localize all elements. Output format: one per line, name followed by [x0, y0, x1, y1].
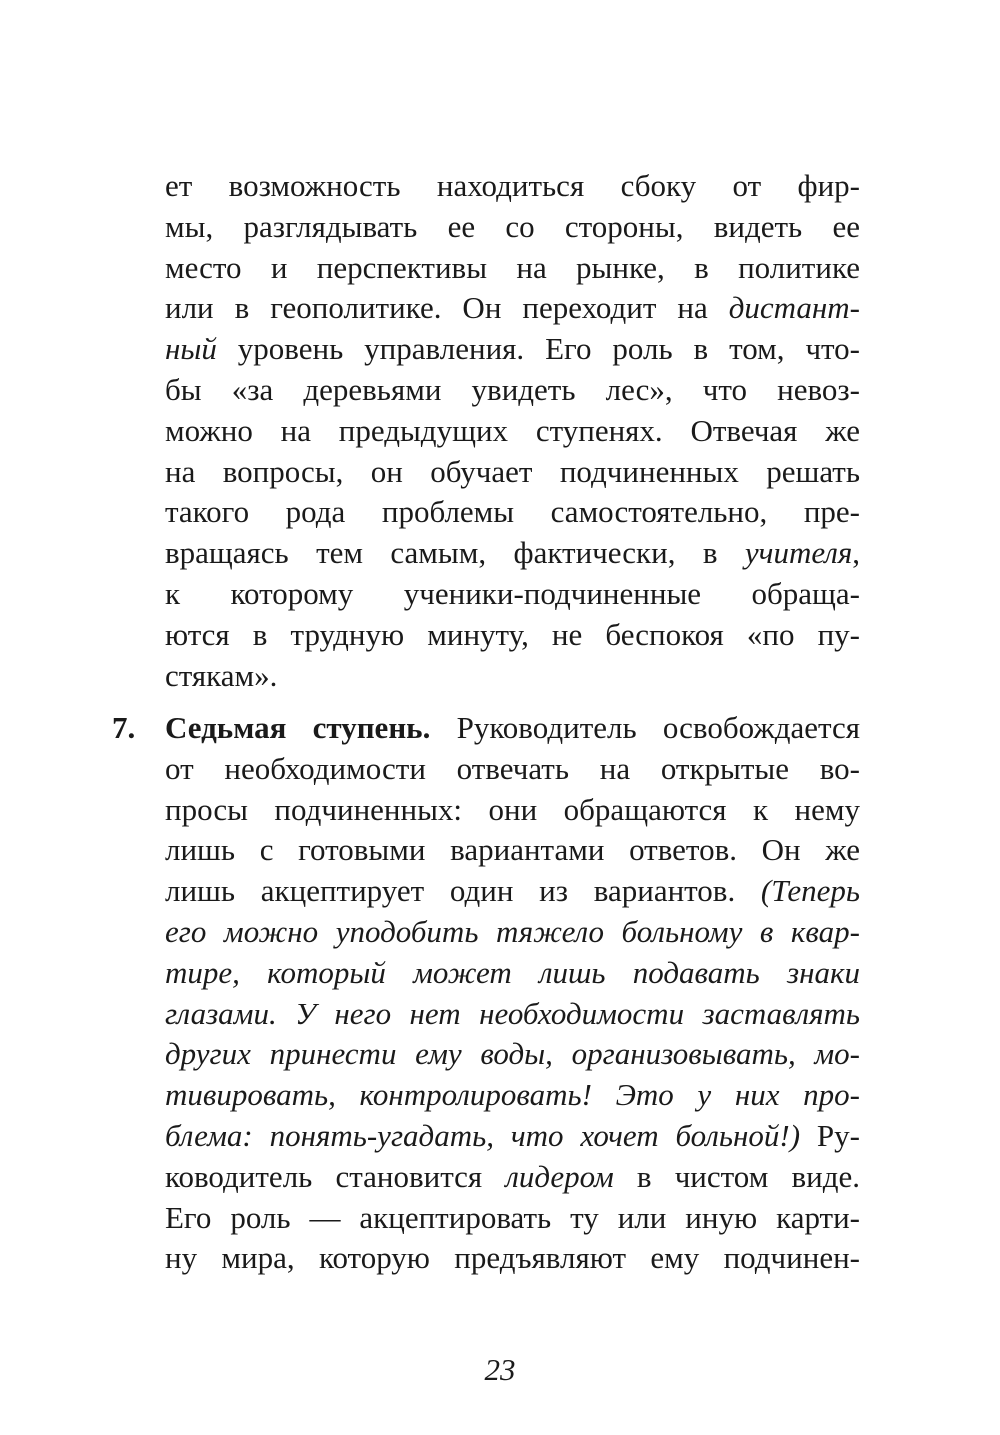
text-run: ководитель становится — [165, 1158, 506, 1194]
text-line — [165, 708, 860, 749]
aside-line: тире, который может лишь подавать знаки — [165, 954, 860, 990]
text-run: Руководитель освобождается — [430, 710, 860, 745]
aside-line: его можно уподобить тяжело больному в квар- — [165, 913, 860, 949]
text-line: бы «за деревьями увидеть лес», что невоз- — [165, 371, 860, 407]
emphasis-leader: лидером — [505, 1158, 614, 1194]
text-line — [165, 288, 860, 329]
emphasis-distant: дистант- — [728, 290, 860, 326]
text-line: ну мира, которую предъявляют ему подчинен- — [165, 1240, 860, 1276]
emphasis-distant-cont: ный — [165, 331, 217, 367]
text-run: Ру- — [800, 1117, 860, 1153]
text-line: ет возможность находиться сбоку от фир- — [165, 168, 860, 203]
aside-end: блема: понять-угадать, что хочет больной!) — [165, 1117, 801, 1153]
aside-start: (Теперь — [760, 873, 860, 909]
text-run: или в геополитике. Он переходит на — [165, 290, 729, 326]
text-line — [165, 871, 860, 912]
text-line — [165, 1157, 860, 1198]
text-run: в чистом виде. — [613, 1158, 860, 1194]
page-number: 23 — [484, 1352, 516, 1387]
text-line: просы подчиненных: они обращаются к нему — [165, 791, 860, 827]
text-line: ются в трудную минуту, не беспокоя «по пу- — [165, 616, 860, 652]
text-line: Его роль — акцептировать ту или иную карти- — [165, 1199, 860, 1235]
text-line: место и перспективы на рынке, в политике — [165, 249, 860, 285]
step-heading: Седьмая ступень. — [165, 710, 431, 745]
intro-paragraph — [165, 166, 860, 696]
text-line — [165, 1116, 860, 1157]
text-line: на вопросы, он обучает подчиненных решать — [165, 453, 860, 489]
text-line: можно на предыдущих ступенях. Отвечая же — [165, 412, 860, 448]
text-run: лишь акцептирует один из вариантов. — [165, 873, 761, 909]
emphasis-teacher: учителя — [744, 535, 853, 571]
aside-line: глазами. У него нет необходимости заставлять — [165, 995, 860, 1031]
text-line: лишь с готовыми вариантами ответов. Он же — [165, 832, 860, 868]
text-line: к которому ученики-подчиненные обраща- — [165, 575, 860, 611]
list-item-number: 7. — [112, 710, 136, 745]
text-line: стякам». — [165, 657, 278, 693]
text-run: вращаясь тем самым, фактически, в — [165, 535, 745, 571]
list-item-seventh-step — [165, 708, 860, 1279]
text-line: такого рода проблемы самостоятельно, пре- — [165, 494, 860, 530]
aside-line: других принести ему воды, организовывать, мо- — [165, 1036, 860, 1072]
aside-line: тивировать, контролировать! Это у них про- — [165, 1077, 860, 1113]
text-line — [165, 533, 860, 574]
text-line: мы, разглядывать ее со стороны, видеть ее — [165, 208, 860, 244]
text-run: , — [852, 535, 860, 571]
text-line — [165, 329, 860, 370]
text-line: от необходимости отвечать на открытые во- — [165, 750, 860, 786]
text-run: уровень управления. Его роль в том, что- — [216, 331, 860, 367]
